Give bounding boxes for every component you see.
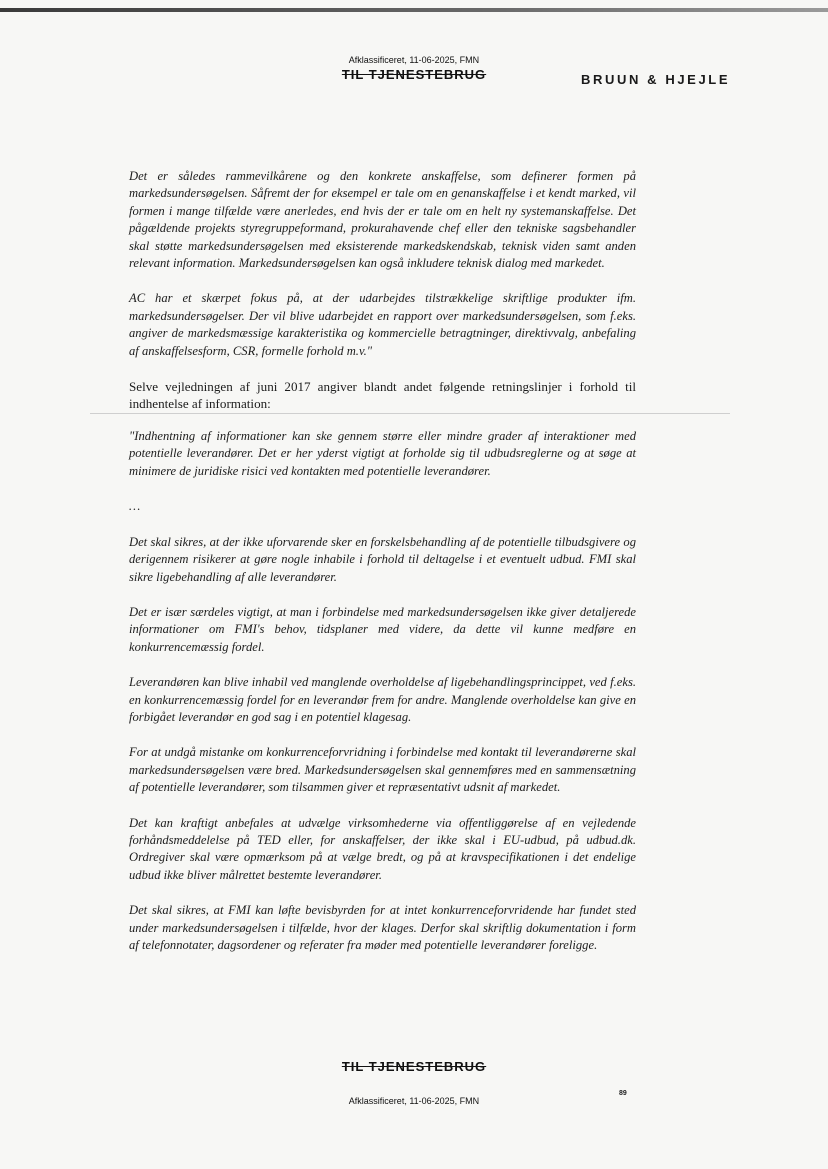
- paragraph-2: AC har et skærpet fokus på, at der udarbejdes tilstrækkelige skriftlige produkter ifm. markedsundersøgelser. Der vil blive udarbejdet en rapport over markedsundersøgelsen, som f.eks. angiver de markedsmæssige karakteristika og kommercielle betragtninger, direktivvalg, anbefaling af anskaffelsesform, CSR, formelle forhold m.v.": [129, 291, 636, 358]
- paragraph-3: Selve vejledningen af juni 2017 angiver blandt andet følgende retningslinjer i forhold til indhentelse af information:: [129, 379, 636, 412]
- paragraph-5: Det skal sikres, at der ikke uforvarende sker en forskelsbehandling af de potentielle tilbudsgivere og derigennem risikerer at gøre nogle inhabile i forhold til deltagelse i et eventuelt udbud. FMI skal sikre ligebehandling af alle leverandører.: [129, 534, 636, 584]
- paragraph-10: Det skal sikres, at FMI kan løfte bevisbyrden for at intet konkurrenceforvridende har fundet sted under markedsundersøgelsen i tilfælde, hvor der klages. Derfor skal skriftlig dokumentation i form af telefonnotater, dagsordener og referater fra møder med potentielle leverandører foreligge.: [129, 903, 636, 952]
- ellipsis: …: [129, 499, 141, 514]
- paragraph-8: For at undgå mistanke om konkurrenceforvridning i forbindelse med kontakt til leverandørerne skal markedsundersøgelsen være bred. Markedsundersøgelsen skal gennemføres med en sammensætning af potentielle leverandører, som tilsammen giver et repræsentativt udsnit af markedet.: [129, 745, 636, 795]
- paragraph-7: Leverandøren kan blive inhabil ved manglende overholdelse af ligebehandlingsprincippet, ved f.eks. en konkurrencemæssig fordel for en leverandør frem for andre. Manglende overholdelse kan give en forbigået leverandør en god sag i en potentiel klagesag.: [129, 675, 636, 724]
- paragraph-4: "Indhentning af informationer kan ske gennem større eller mindre grader af interaktioner med potentielle leverandører. Det er her yderst vigtigt at forholde sig til udbudsreglerne og at søge at minimere de juridiske risici ved kontakten med potentielle leverandører.: [129, 429, 636, 478]
- paragraph-6: Det er især særdeles vigtigt, at man i forbindelse med markedsundersøgelsen ikke giver detaljerede informationer om FMI's behov, tidsplaner med videre, da dette vil kunne medføre en konkurrencemæssig fordel.: [129, 604, 636, 654]
- classification-marking-top: TIL TJENESTEBRUG: [341, 67, 487, 82]
- page-number: 89: [619, 1090, 627, 1097]
- firm-logo: BRUUN & HJEJLE: [581, 72, 731, 87]
- declassification-stamp-top: Afklassificeret, 11-06-2025, FMN: [348, 55, 480, 65]
- document-body: [129, 168, 636, 972]
- declassification-stamp-bottom: Afklassificeret, 11-06-2025, FMN: [348, 1096, 480, 1106]
- classification-marking-bottom: TIL TJENESTEBRUG: [341, 1059, 487, 1074]
- scan-edge-shadow: [0, 8, 828, 12]
- paragraph-9: Det kan kraftigt anbefales at udvælge virksomhederne via offentliggørelse af en vejledende forhåndsmeddelelse på TED eller, for anskaffelser, der ikke skal i EU-udbud, på udbud.dk. Ordregiver skal være opmærksom på at vælge bredt, og på at kravspecifikationen i det endelige udbud ikke bliver målrettet bestemte leverandører.: [129, 815, 636, 882]
- paragraph-1: Det er således rammevilkårene og den konkrete anskaffelse, som definerer formen på markedsundersøgelsen. Såfremt der for eksempel er tale om en genanskaffelse i et kendt marked, vil formen i mange tilfælde være anerledes, end hvis der er tale om en helt ny systemanskaffelse. Det pågældende projekts styregruppeformand, prokurahavende chef eller den tekniske sagsbehandler skal støtte markedsundersøgelsen med eksisterende markedskendskab, teknisk viden samt anden relevant information. Markedsundersøgelsen kan også inkludere teknisk dialog med markedet.: [129, 169, 636, 271]
